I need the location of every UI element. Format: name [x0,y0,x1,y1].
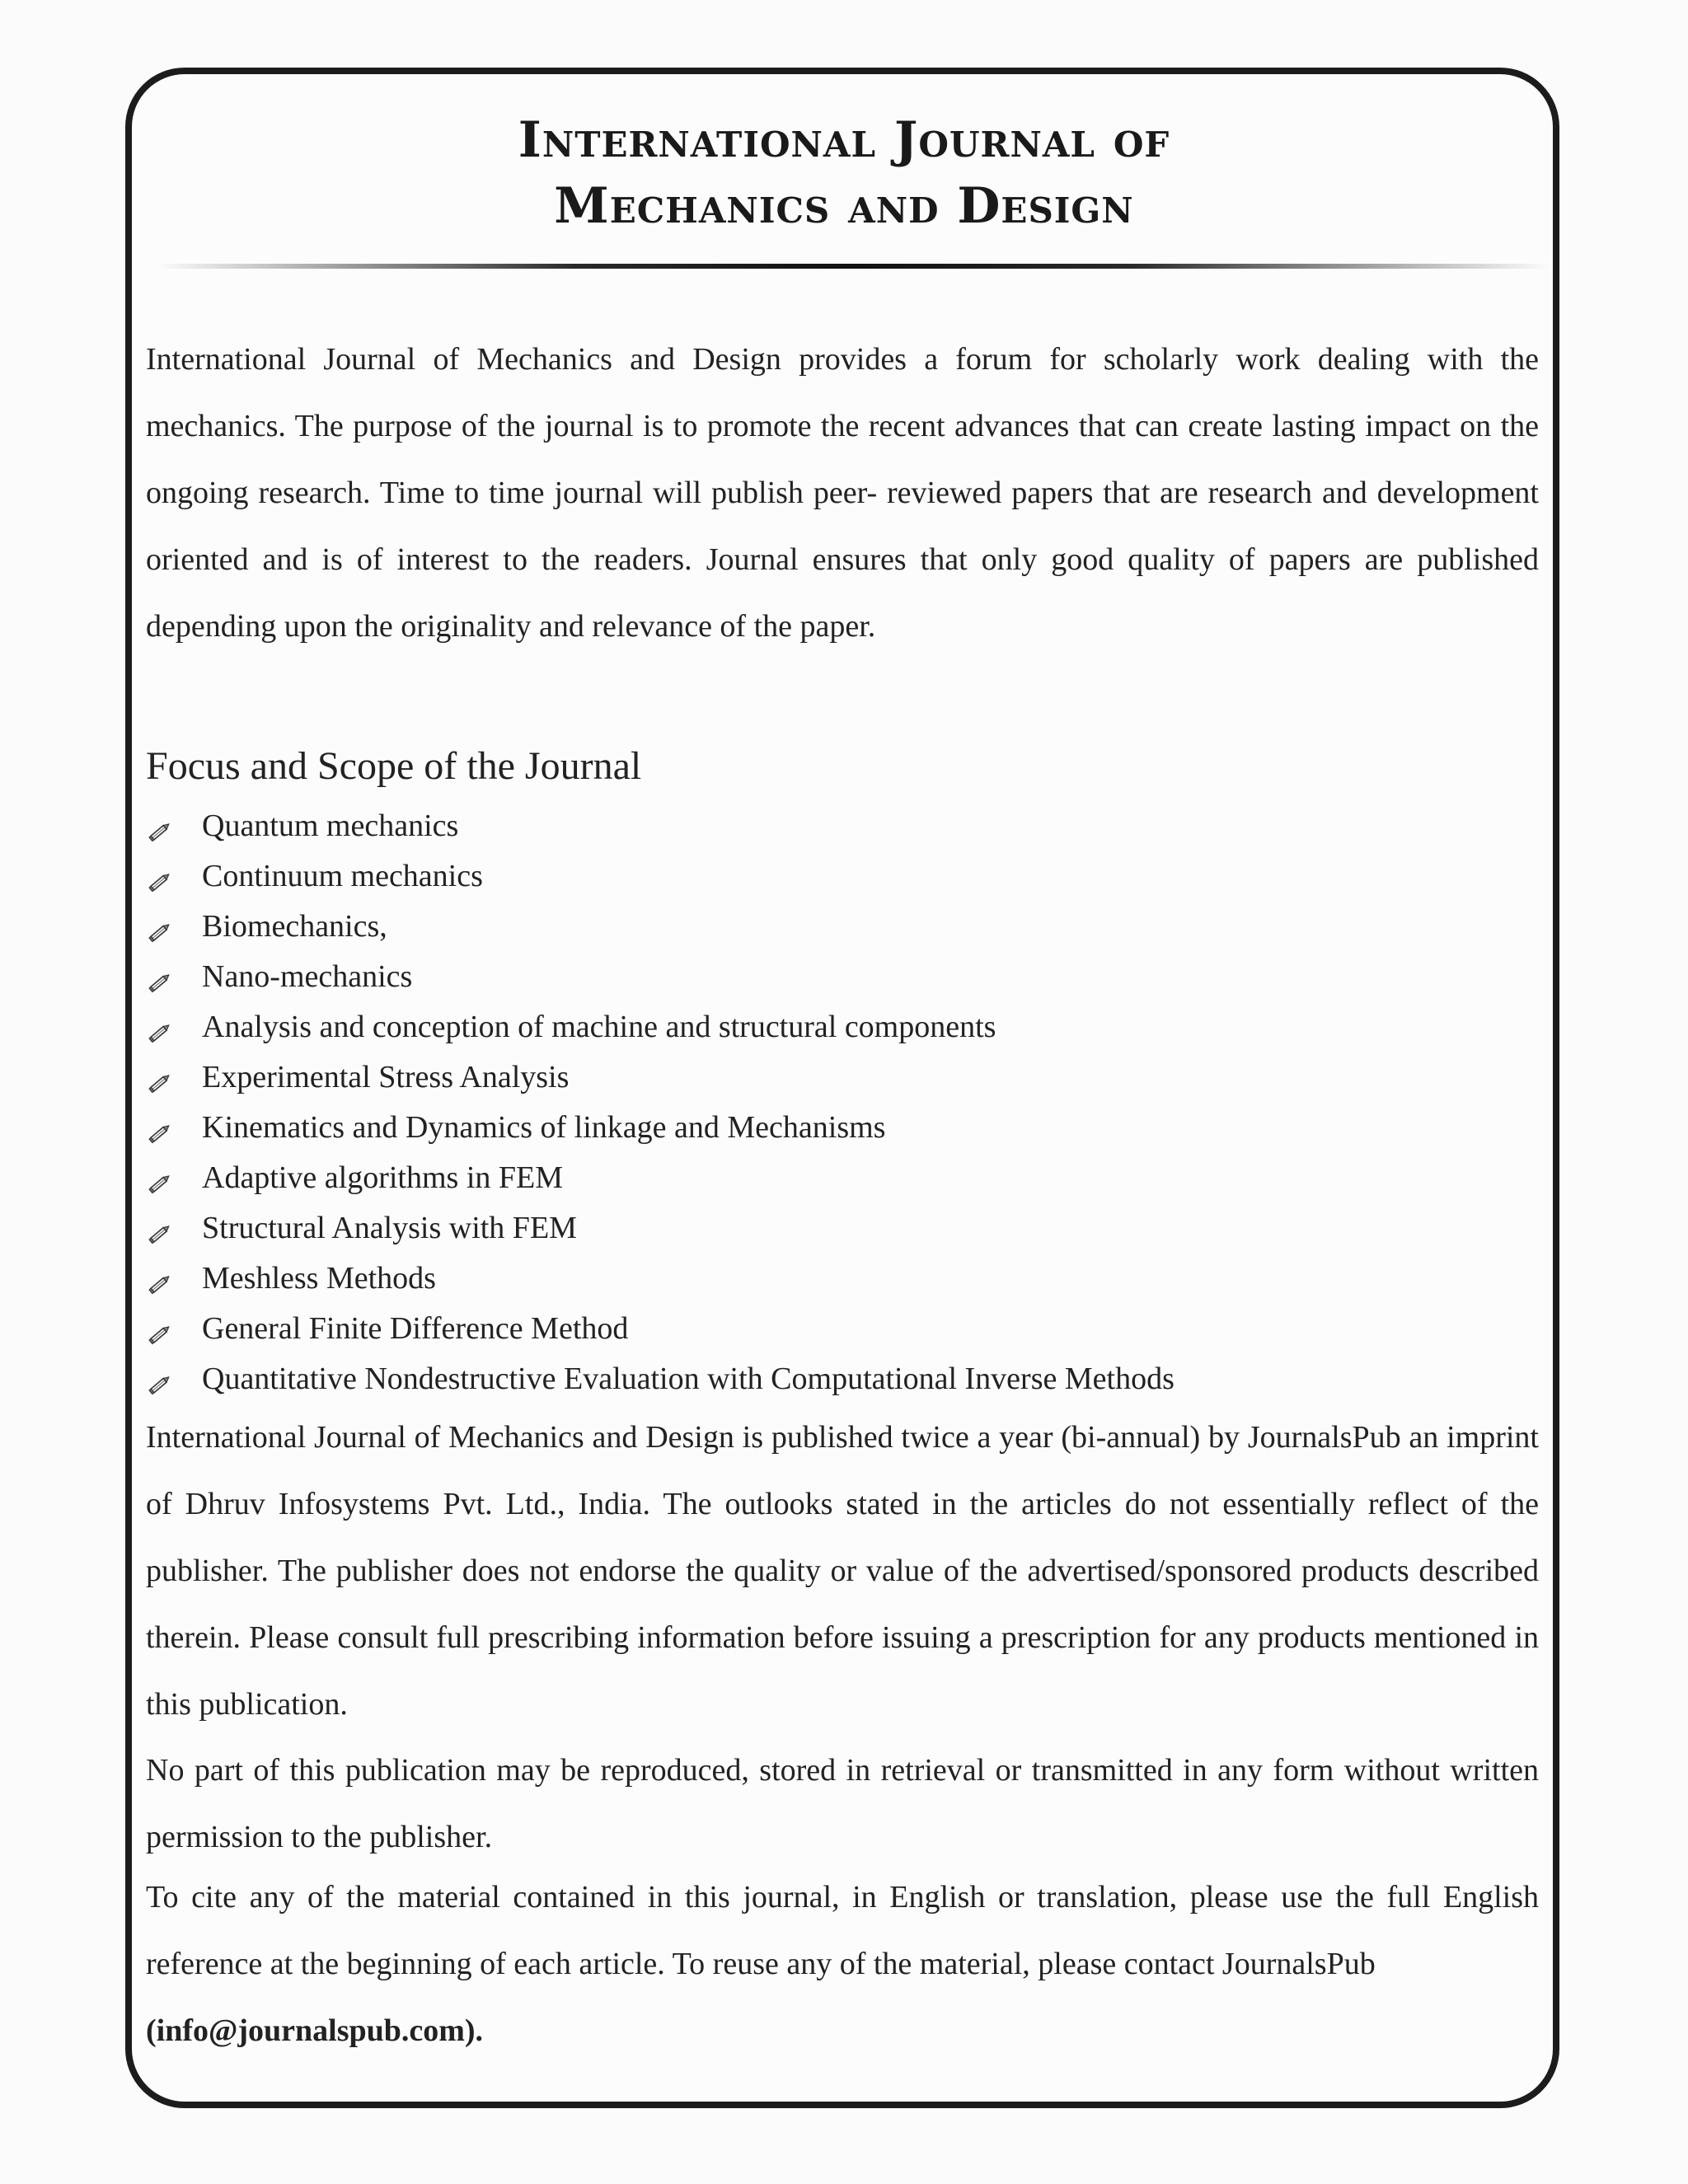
scope-list-item [146,1354,1175,1404]
scope-item-label: Kinematics and Dynamics of linkage and Mechanisms [202,1110,886,1145]
pencil-icon [148,1111,172,1136]
pencil-icon [148,1010,172,1035]
scope-item-label: Structural Analysis with FEM [202,1211,577,1245]
scope-list-item [146,902,1175,952]
journal-title-line-1: International Journal of [518,111,1170,169]
intro-paragraph: International Journal of Mechanics and Design provides a forum for scholarly work dealing with the mechanics. The purpose of the journal is to promote the recent advances that can create lasting impact on the ongoing research. Time to time journal will publish peer- reviewed papers that are research and development oriented and is of interest to the readers. Journal ensures that only good quality of papers are published depending upon the originality and relevance of the paper. [146,342,1539,644]
publication-paragraph: International Journal of Mechanics and Design is published twice a year (bi-annual) by JournalsPub an imprint of Dhruv Infosystems Pvt. Ltd., India. The outlooks stated in the articles do not essentially reflect of the publisher. The publisher does not endorse the quality or value of the advertised/sponsored products described therein. Please consult full prescribing information before issuing a prescription for any products mentioned in this publication. [146,1420,1539,1722]
pencil-icon [148,960,172,985]
pencil-icon [148,1312,172,1337]
scope-heading: Focus and Scope of the Journal [146,744,642,788]
scope-list-item [146,1103,1175,1153]
pencil-icon [148,1262,172,1286]
scope-list-item [146,1203,1175,1254]
copyright-paragraph: No part of this publication may be reproduced, stored in retrieval or transmitted in any form without written permission to the publisher. [146,1753,1539,1854]
scope-list-item [146,1254,1175,1304]
citation-paragraph [146,1864,1539,2064]
pencil-icon [148,1362,172,1387]
title-divider [157,264,1550,269]
pencil-icon [148,1061,172,1085]
scope-item-label: Quantitative Nondestructive Evaluation with Computational Inverse Methods [202,1361,1175,1396]
scope-item-label: Adaptive algorithms in FEM [202,1160,564,1195]
pencil-icon [148,1161,172,1186]
scope-item-label: Meshless Methods [202,1261,436,1296]
scope-list [146,801,1175,1404]
scope-list-item [146,952,1175,1002]
scope-item-label: Continuum mechanics [202,859,483,893]
scope-item-label: Biomechanics, [202,909,387,944]
scope-item-label: Nano-mechanics [202,959,413,994]
citation-text: To cite any of the material contained in this journal, in English or translation, please use the full English reference at the beginning of each article. To reuse any of the material, please contact JournalsPub [146,1880,1539,1981]
scope-list-item [146,801,1175,851]
pencil-icon [148,809,172,834]
pencil-icon [148,860,172,884]
scope-item-label: General Finite Difference Method [202,1311,629,1346]
scope-list-item [146,851,1175,902]
scope-item-label: Analysis and conception of machine and structural components [202,1010,996,1044]
journal-title-line-2: Mechanics and Design [554,177,1134,235]
scope-list-item [146,1002,1175,1052]
scope-item-label: Quantum mechanics [202,808,459,843]
scope-item-label: Experimental Stress Analysis [202,1060,570,1094]
scope-list-item [146,1153,1175,1203]
scope-list-item [146,1052,1175,1103]
journal-title [0,107,1688,239]
scope-list-item [146,1304,1175,1354]
pencil-icon [148,1212,172,1236]
pencil-icon [148,910,172,935]
contact-email[interactable]: (info@journalspub.com). [146,2013,484,2048]
